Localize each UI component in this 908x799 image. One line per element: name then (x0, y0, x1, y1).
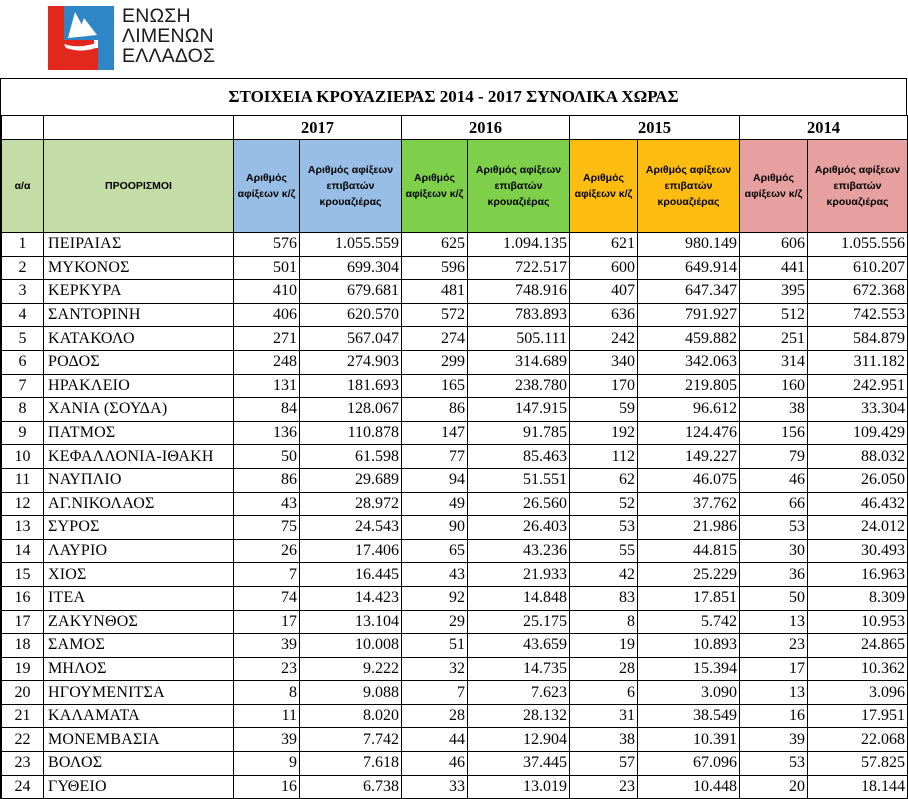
passengers-2017: 9.088 (300, 681, 402, 705)
logo-line: ΕΛΛΑΔΟΣ (122, 45, 216, 67)
arrivals-2015: 170 (570, 374, 638, 398)
row-number: 23 (2, 752, 44, 776)
arrivals-2017: 75 (234, 516, 300, 540)
destination-name: ΣΑΝΤΟΡΙΝΗ (44, 303, 234, 327)
arrivals-2017: 39 (234, 728, 300, 752)
report-title: ΣΤΟΙΧΕΙΑ ΚΡΟΥΑΖΙΕΡΑΣ 2014 - 2017 ΣΥΝΟΛΙΚΑ ΧΩΡΑΣ (1, 78, 907, 115)
arrivals-2014: 46 (740, 468, 808, 492)
passengers-2016: 1.094.135 (468, 233, 570, 257)
table-row (2, 468, 908, 492)
passengers-2014: 584.879 (808, 327, 908, 351)
arrivals-2014: 16 (740, 704, 808, 728)
arrivals-2014: 30 (740, 539, 808, 563)
arrivals-2015: 31 (570, 704, 638, 728)
passengers-2014: 8.309 (808, 586, 908, 610)
arrivals-2017: 43 (234, 492, 300, 516)
arrivals-2016: 625 (402, 233, 468, 257)
table-row (2, 728, 908, 752)
passengers-2015: 10.448 (638, 775, 740, 799)
arrivals-2016: 65 (402, 539, 468, 563)
year-header-row (2, 116, 908, 140)
table-row (2, 327, 908, 351)
passengers-2014: 46.432 (808, 492, 908, 516)
arrivals-2014: 20 (740, 775, 808, 799)
passengers-2015: 149.227 (638, 445, 740, 469)
row-number: 2 (2, 256, 44, 280)
arrivals-2017: 410 (234, 280, 300, 304)
passengers-2015: 17.851 (638, 586, 740, 610)
row-number: 5 (2, 327, 44, 351)
passengers-header-2015: Αριθμός αφίξεων επιβατών κρουαζιέρας (638, 140, 740, 233)
arrivals-2017: 8 (234, 681, 300, 705)
row-number: 19 (2, 657, 44, 681)
passengers-2014: 33.304 (808, 398, 908, 422)
arrivals-2014: 606 (740, 233, 808, 257)
arrivals-2015: 407 (570, 280, 638, 304)
aa-header: α/α (2, 140, 44, 233)
arrivals-2014: 66 (740, 492, 808, 516)
passengers-2014: 24.865 (808, 634, 908, 658)
table-row (2, 492, 908, 516)
passengers-2014: 88.032 (808, 445, 908, 469)
destination-name: ΜΟΝΕΜΒΑΣΙΑ (44, 728, 234, 752)
passengers-2017: 16.445 (300, 563, 402, 587)
passengers-2016: 14.848 (468, 586, 570, 610)
arrivals-2017: 26 (234, 539, 300, 563)
passengers-2015: 980.149 (638, 233, 740, 257)
passengers-2017: 274.903 (300, 350, 402, 374)
table-row (2, 350, 908, 374)
passengers-2015: 649.914 (638, 256, 740, 280)
table-row (2, 398, 908, 422)
row-number: 3 (2, 280, 44, 304)
passengers-2015: 10.391 (638, 728, 740, 752)
row-number: 9 (2, 421, 44, 445)
row-number: 12 (2, 492, 44, 516)
arrivals-2014: 53 (740, 516, 808, 540)
destination-name: ΝΑΥΠΛΙΟ (44, 468, 234, 492)
passengers-2017: 567.047 (300, 327, 402, 351)
arrivals-2015: 53 (570, 516, 638, 540)
passengers-2014: 672.368 (808, 280, 908, 304)
blank-cell (2, 116, 44, 140)
row-number: 13 (2, 516, 44, 540)
destination-name: ΗΡΑΚΛΕΙΟ (44, 374, 234, 398)
arrivals-2017: 9 (234, 752, 300, 776)
arrivals-2017: 136 (234, 421, 300, 445)
passengers-2014: 16.963 (808, 563, 908, 587)
passengers-2016: 37.445 (468, 752, 570, 776)
passengers-2015: 67.096 (638, 752, 740, 776)
arrivals-2016: 33 (402, 775, 468, 799)
passengers-2014: 311.182 (808, 350, 908, 374)
passengers-2014: 10.953 (808, 610, 908, 634)
passengers-2014: 610.207 (808, 256, 908, 280)
arrivals-2014: 36 (740, 563, 808, 587)
passengers-2015: 10.893 (638, 634, 740, 658)
passengers-2014: 17.951 (808, 704, 908, 728)
row-number: 4 (2, 303, 44, 327)
row-number: 20 (2, 681, 44, 705)
table-row (2, 445, 908, 469)
destination-name: ΠΕΙΡΑΙΑΣ (44, 233, 234, 257)
destination-name: ΡΟΔΟΣ (44, 350, 234, 374)
arrivals-2017: 86 (234, 468, 300, 492)
destination-name: ΧΑΝΙΑ (ΣΟΥΔΑ) (44, 398, 234, 422)
passengers-2015: 96.612 (638, 398, 740, 422)
arrivals-2015: 83 (570, 586, 638, 610)
passengers-header-2017: Αριθμός αφίξεων επιβατών κρουαζιέρας (300, 140, 402, 233)
destination-name: ΒΟΛΟΣ (44, 752, 234, 776)
passengers-2015: 5.742 (638, 610, 740, 634)
arrivals-2014: 441 (740, 256, 808, 280)
arrivals-2015: 242 (570, 327, 638, 351)
arrivals-2014: 160 (740, 374, 808, 398)
passengers-2017: 28.972 (300, 492, 402, 516)
passengers-2015: 44.815 (638, 539, 740, 563)
arrivals-2014: 23 (740, 634, 808, 658)
destination-name: ΚΑΤΑΚΟΛΟ (44, 327, 234, 351)
passengers-2017: 128.067 (300, 398, 402, 422)
passengers-2014: 24.012 (808, 516, 908, 540)
destination-name: ΣΥΡΟΣ (44, 516, 234, 540)
year-2016: 2016 (402, 116, 570, 140)
arrivals-2015: 112 (570, 445, 638, 469)
table-row (2, 563, 908, 587)
passengers-2016: 85.463 (468, 445, 570, 469)
row-number: 17 (2, 610, 44, 634)
arrivals-2017: 39 (234, 634, 300, 658)
passengers-2016: 14.735 (468, 657, 570, 681)
arrivals-2016: 90 (402, 516, 468, 540)
passengers-2015: 3.090 (638, 681, 740, 705)
year-2014: 2014 (740, 116, 908, 140)
year-2015: 2015 (570, 116, 740, 140)
arrivals-2015: 57 (570, 752, 638, 776)
passengers-2016: 28.132 (468, 704, 570, 728)
arrivals-2016: 32 (402, 657, 468, 681)
year-2017: 2017 (234, 116, 402, 140)
table-row (2, 303, 908, 327)
arrivals-2015: 59 (570, 398, 638, 422)
table-row (2, 421, 908, 445)
passengers-2015: 46.075 (638, 468, 740, 492)
destination-name: ΜΗΛΟΣ (44, 657, 234, 681)
arrivals-2017: 11 (234, 704, 300, 728)
arrivals-header-2017: Αριθμός αφίξεων κ/ζ (234, 140, 300, 233)
arrivals-2017: 23 (234, 657, 300, 681)
passengers-2016: 91.785 (468, 421, 570, 445)
passengers-2016: 505.111 (468, 327, 570, 351)
arrivals-2014: 50 (740, 586, 808, 610)
arrivals-2016: 29 (402, 610, 468, 634)
arrivals-2014: 39 (740, 728, 808, 752)
report-frame (0, 78, 907, 799)
arrivals-2015: 192 (570, 421, 638, 445)
passengers-2015: 647.347 (638, 280, 740, 304)
passengers-2017: 29.689 (300, 468, 402, 492)
passengers-2016: 51.551 (468, 468, 570, 492)
passengers-2015: 342.063 (638, 350, 740, 374)
arrivals-header-2015: Αριθμός αφίξεων κ/ζ (570, 140, 638, 233)
row-number: 22 (2, 728, 44, 752)
passengers-2017: 14.423 (300, 586, 402, 610)
arrivals-2015: 42 (570, 563, 638, 587)
row-number: 14 (2, 539, 44, 563)
arrivals-2015: 52 (570, 492, 638, 516)
logo (48, 6, 215, 72)
row-number: 21 (2, 704, 44, 728)
arrivals-2016: 596 (402, 256, 468, 280)
passengers-2016: 43.236 (468, 539, 570, 563)
arrivals-2016: 299 (402, 350, 468, 374)
arrivals-2015: 23 (570, 775, 638, 799)
arrivals-2017: 50 (234, 445, 300, 469)
passengers-2017: 110.878 (300, 421, 402, 445)
arrivals-2014: 512 (740, 303, 808, 327)
row-number: 16 (2, 586, 44, 610)
arrivals-header-2014: Αριθμός αφίξεων κ/ζ (740, 140, 808, 233)
arrivals-2016: 7 (402, 681, 468, 705)
passengers-2017: 9.222 (300, 657, 402, 681)
passengers-2016: 13.019 (468, 775, 570, 799)
row-number: 24 (2, 775, 44, 799)
passengers-2015: 124.476 (638, 421, 740, 445)
arrivals-2016: 43 (402, 563, 468, 587)
passengers-2016: 21.933 (468, 563, 570, 587)
arrivals-2015: 28 (570, 657, 638, 681)
arrivals-2017: 84 (234, 398, 300, 422)
row-number: 10 (2, 445, 44, 469)
arrivals-2016: 46 (402, 752, 468, 776)
cruise-table (1, 115, 908, 799)
passengers-2016: 783.893 (468, 303, 570, 327)
logo-text (122, 6, 215, 66)
arrivals-2014: 53 (740, 752, 808, 776)
passengers-2015: 791.927 (638, 303, 740, 327)
passengers-2016: 722.517 (468, 256, 570, 280)
arrivals-2017: 7 (234, 563, 300, 587)
arrivals-2016: 51 (402, 634, 468, 658)
table-row (2, 374, 908, 398)
arrivals-2015: 55 (570, 539, 638, 563)
arrivals-2015: 6 (570, 681, 638, 705)
passengers-2017: 8.020 (300, 704, 402, 728)
table-row (2, 586, 908, 610)
arrivals-2016: 274 (402, 327, 468, 351)
arrivals-2015: 19 (570, 634, 638, 658)
arrivals-2016: 94 (402, 468, 468, 492)
passengers-2017: 17.406 (300, 539, 402, 563)
arrivals-2014: 314 (740, 350, 808, 374)
table-row (2, 233, 908, 257)
arrivals-2017: 271 (234, 327, 300, 351)
arrivals-2014: 38 (740, 398, 808, 422)
arrivals-2016: 92 (402, 586, 468, 610)
arrivals-2017: 17 (234, 610, 300, 634)
arrivals-2016: 572 (402, 303, 468, 327)
arrivals-2017: 406 (234, 303, 300, 327)
passengers-2017: 7.618 (300, 752, 402, 776)
arrivals-2017: 248 (234, 350, 300, 374)
arrivals-2015: 621 (570, 233, 638, 257)
passengers-2014: 1.055.556 (808, 233, 908, 257)
destination-name: ΠΑΤΜΟΣ (44, 421, 234, 445)
arrivals-header-2016: Αριθμός αφίξεων κ/ζ (402, 140, 468, 233)
table-row (2, 704, 908, 728)
passengers-2017: 699.304 (300, 256, 402, 280)
arrivals-2015: 62 (570, 468, 638, 492)
table-row (2, 657, 908, 681)
passengers-2017: 620.570 (300, 303, 402, 327)
arrivals-2016: 49 (402, 492, 468, 516)
destination-name: ΙΤΕΑ (44, 586, 234, 610)
passengers-header-2016: Αριθμός αφίξεων επιβατών κρουαζιέρας (468, 140, 570, 233)
arrivals-2016: 86 (402, 398, 468, 422)
arrivals-2016: 28 (402, 704, 468, 728)
passengers-2015: 459.882 (638, 327, 740, 351)
passengers-2017: 679.681 (300, 280, 402, 304)
arrivals-2015: 38 (570, 728, 638, 752)
arrivals-2015: 600 (570, 256, 638, 280)
table-row (2, 610, 908, 634)
destination-name: ΖΑΚΥΝΘΟΣ (44, 610, 234, 634)
passengers-2014: 10.362 (808, 657, 908, 681)
passengers-2014: 26.050 (808, 468, 908, 492)
arrivals-2016: 147 (402, 421, 468, 445)
passengers-2016: 748.916 (468, 280, 570, 304)
passengers-2017: 1.055.559 (300, 233, 402, 257)
row-number: 15 (2, 563, 44, 587)
passengers-2014: 57.825 (808, 752, 908, 776)
arrivals-2014: 251 (740, 327, 808, 351)
arrivals-2017: 74 (234, 586, 300, 610)
passengers-2017: 7.742 (300, 728, 402, 752)
arrivals-2014: 13 (740, 681, 808, 705)
row-number: 11 (2, 468, 44, 492)
row-number: 6 (2, 350, 44, 374)
arrivals-2014: 13 (740, 610, 808, 634)
passengers-2014: 242.951 (808, 374, 908, 398)
row-number: 1 (2, 233, 44, 257)
arrivals-2015: 340 (570, 350, 638, 374)
passengers-2016: 7.623 (468, 681, 570, 705)
table-row (2, 634, 908, 658)
passengers-2016: 26.560 (468, 492, 570, 516)
table-row (2, 775, 908, 799)
arrivals-2016: 481 (402, 280, 468, 304)
destination-name: ΑΓ.ΝΙΚΟΛΑΟΣ (44, 492, 234, 516)
passengers-2015: 219.805 (638, 374, 740, 398)
arrivals-2014: 395 (740, 280, 808, 304)
arrivals-2015: 8 (570, 610, 638, 634)
passengers-2014: 22.068 (808, 728, 908, 752)
row-number: 7 (2, 374, 44, 398)
table-row (2, 256, 908, 280)
arrivals-2014: 79 (740, 445, 808, 469)
column-header-row (2, 140, 908, 233)
passengers-2016: 238.780 (468, 374, 570, 398)
arrivals-2017: 501 (234, 256, 300, 280)
passengers-2016: 12.904 (468, 728, 570, 752)
passengers-2015: 15.394 (638, 657, 740, 681)
passengers-header-2014: Αριθμός αφίξεων επιβατών κρουαζιέρας (808, 140, 908, 233)
arrivals-2014: 156 (740, 421, 808, 445)
passengers-2014: 18.144 (808, 775, 908, 799)
arrivals-2017: 131 (234, 374, 300, 398)
blank-cell (44, 116, 234, 140)
passengers-2017: 13.104 (300, 610, 402, 634)
passengers-2016: 25.175 (468, 610, 570, 634)
arrivals-2017: 16 (234, 775, 300, 799)
destination-name: ΚΕΡΚΥΡΑ (44, 280, 234, 304)
arrivals-2016: 44 (402, 728, 468, 752)
table-row (2, 280, 908, 304)
destination-name: ΗΓΟΥΜΕΝΙΤΣΑ (44, 681, 234, 705)
ship-sail-logo-icon (48, 6, 114, 70)
passengers-2015: 21.986 (638, 516, 740, 540)
table-row (2, 539, 908, 563)
destination-name: ΛΑΥΡΙΟ (44, 539, 234, 563)
passengers-2015: 25.229 (638, 563, 740, 587)
passengers-2017: 6.738 (300, 775, 402, 799)
logo-line: ΛΙΜΕΝΩΝ (122, 25, 214, 47)
destination-name: ΣΑΜΟΣ (44, 634, 234, 658)
passengers-2014: 742.553 (808, 303, 908, 327)
passengers-2014: 3.096 (808, 681, 908, 705)
logo-line: ΕΝΩΣΗ (122, 5, 191, 27)
arrivals-2015: 636 (570, 303, 638, 327)
destinations-header: ΠΡΟΟΡΙΣΜΟΙ (44, 140, 234, 233)
arrivals-2014: 17 (740, 657, 808, 681)
passengers-2016: 314.689 (468, 350, 570, 374)
destination-name: ΚΕΦΑΛΛΟΝΙΑ-ΙΘΑΚΗ (44, 445, 234, 469)
passengers-2017: 10.008 (300, 634, 402, 658)
table-row (2, 752, 908, 776)
table-row (2, 516, 908, 540)
passengers-2017: 24.543 (300, 516, 402, 540)
passengers-2016: 26.403 (468, 516, 570, 540)
passengers-2015: 38.549 (638, 704, 740, 728)
passengers-2014: 30.493 (808, 539, 908, 563)
passengers-2016: 43.659 (468, 634, 570, 658)
passengers-2014: 109.429 (808, 421, 908, 445)
destination-name: ΓΥΘΕΙΟ (44, 775, 234, 799)
passengers-2017: 61.598 (300, 445, 402, 469)
passengers-2017: 181.693 (300, 374, 402, 398)
destination-name: ΜΥΚΟΝΟΣ (44, 256, 234, 280)
passengers-2015: 37.762 (638, 492, 740, 516)
destination-name: ΚΑΛΑΜΑΤΑ (44, 704, 234, 728)
table-body (2, 233, 908, 799)
arrivals-2017: 576 (234, 233, 300, 257)
passengers-2016: 147.915 (468, 398, 570, 422)
arrivals-2016: 77 (402, 445, 468, 469)
arrivals-2016: 165 (402, 374, 468, 398)
table-row (2, 681, 908, 705)
destination-name: ΧΙΟΣ (44, 563, 234, 587)
row-number: 18 (2, 634, 44, 658)
row-number: 8 (2, 398, 44, 422)
